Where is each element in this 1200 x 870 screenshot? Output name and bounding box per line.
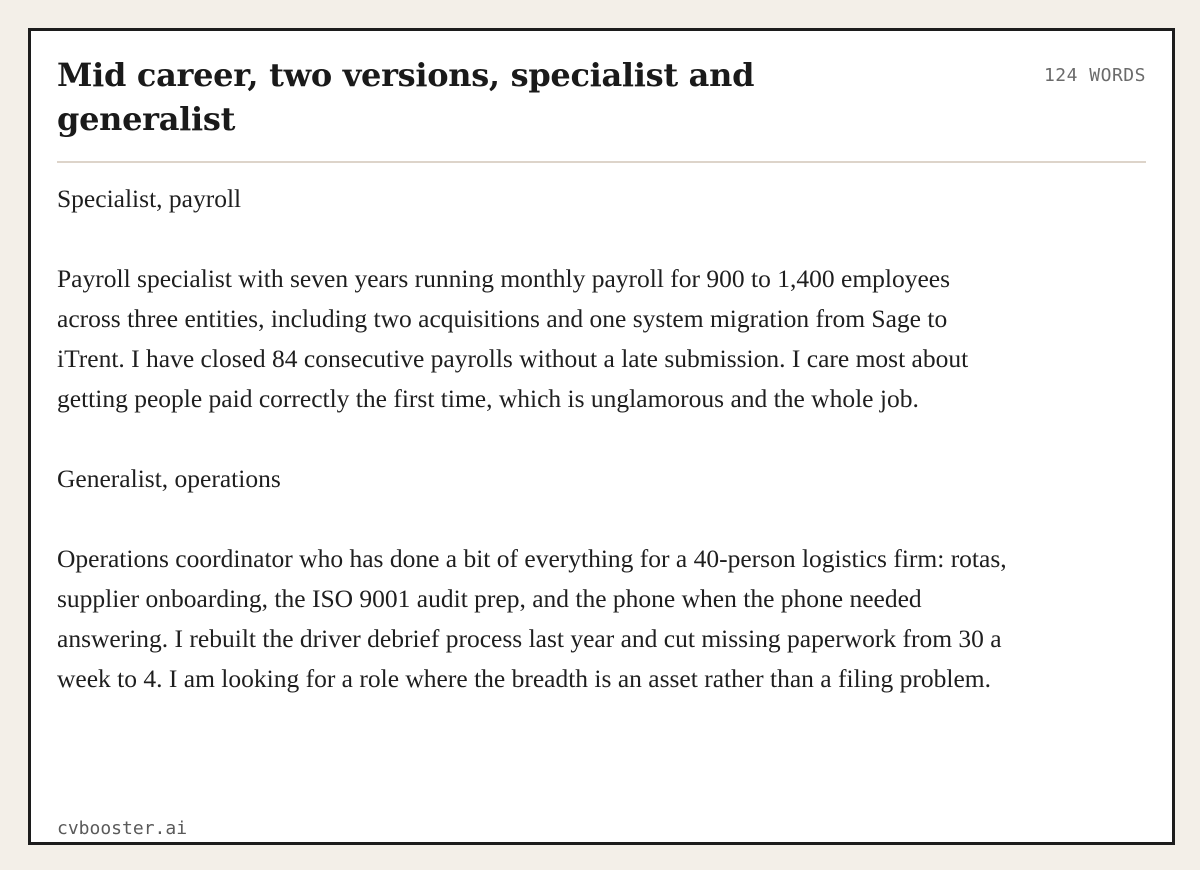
section-heading-generalist: Generalist, operations [57,464,281,493]
section-text-generalist: Operations coordinator who has done a bit of everything for a 40-person logistics firm: rotas, supplier onboarding, the ISO 9001 audit prep, and the phone when the phone needed answering. I rebuilt the driver debrief process last year and cut missing paperwork from 30 a week to 4. I am looking for a role where the breadth is an asset rather than a filing problem. [57,544,1007,693]
section-text-specialist: Payroll specialist with seven years running monthly payroll for 900 to 1,400 employees across three entities, including two acquisitions and one system migration from Sage to iTrent. I have closed 84 consecutive payrolls without a late submission. I care most about getting people paid correctly the first time, which is unglamorous and the whole job. [57,264,969,413]
document-card [28,28,1175,845]
section-heading-specialist: Specialist, payroll [57,184,242,213]
document-body [57,179,1017,699]
footer-brand: cvbooster.ai [57,818,188,839]
word-count-badge: 124 WORDS [1043,65,1146,86]
document-header [57,53,1146,163]
document-title: Mid career, two versions, specialist and generalist [57,56,755,138]
